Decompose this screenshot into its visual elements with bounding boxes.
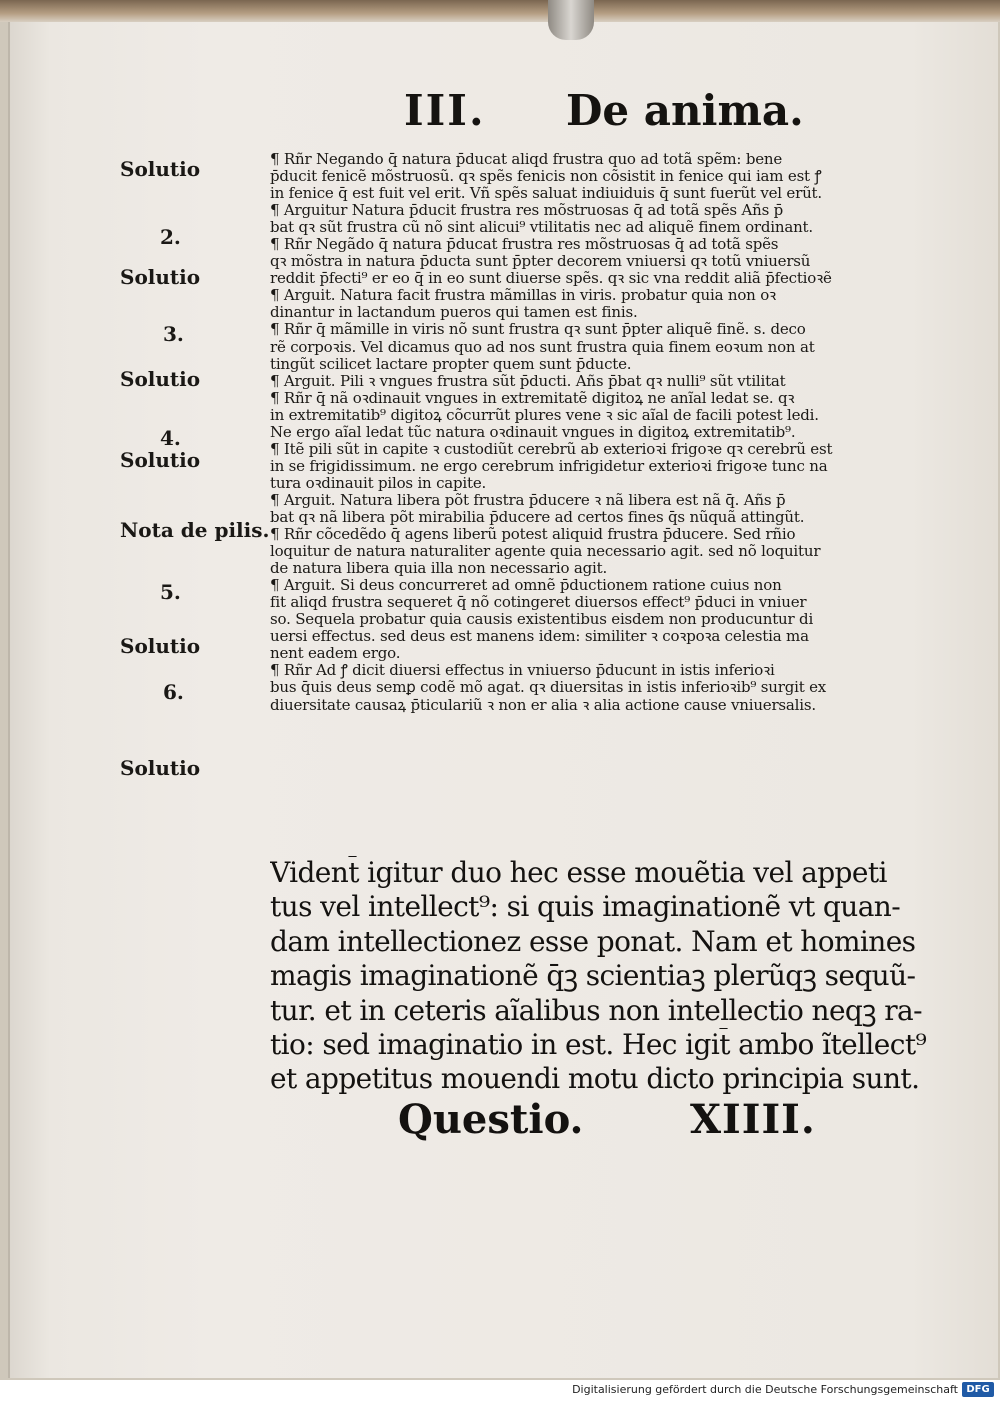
book-top-edge xyxy=(0,0,1000,22)
text-line: rẽ corpoꝛis. Vel dicamus quo ad nos sunt frustra quia finem eoꝛum non at xyxy=(270,338,815,356)
margin-note: Solutio xyxy=(120,448,201,472)
text-line: ¶ Arguit̄. Natura libera põt frustra p̄ducere ꝛ nã libera est nã q̄. Añs p̄ xyxy=(270,491,786,509)
text-line: ¶ Rñr Negando q̄ natura p̄ducat aliqd frustra quo ad totã spẽm: bene xyxy=(270,151,783,168)
text-line: in fenice q̄ est fuit vel erit. Vñ spẽs saluat̄ indiuiduis q̄ sunt fuerũt vel erũt. xyxy=(270,185,822,203)
folio-number: III. xyxy=(404,86,486,135)
text-line: bat̄ qꝛ nã libera põt mirabilia p̄ducere ad certos fines q̄s nũquã attingũt. xyxy=(270,508,805,526)
margin-note: 6. xyxy=(163,680,184,704)
text-line: Vident̄ igitur duo hec esse mouẽtia vel appeti xyxy=(270,856,887,889)
text-line: ¶ Arguit̄. Pili ꝛ vngues frustra sũt p̄ducti. Añs p̄bat̄ qꝛ nulli⁹ sũt vtilitat̄ xyxy=(270,372,786,390)
text-line: tur. et in ceteris aĩalibus non intellectio neqꝫ ra- xyxy=(270,993,923,1027)
question-title: Questio. xyxy=(398,1096,584,1143)
text-line: reddit̄ p̄fecti⁹ er eo q̄ in eo sunt diuerse spẽs. qꝛ sic vna reddit aliã p̄fectioꝛẽ xyxy=(270,270,832,288)
margin-note: Nota de pilis. xyxy=(120,518,270,542)
text-line: ¶ Rñr cõcedẽdo q̄ agens liberũ potest aliquid frustra p̄ducere. Sed rñio xyxy=(270,526,796,544)
text-line: p̄ducit fenicẽ mõstruosũ. qꝛ spẽs fenicis non cõsistit in fenice qui iam est ꝭ xyxy=(270,168,822,186)
text-line: ¶ Arguitur Natura p̄ducit frustra res mõstruosas q̄ ad totã spẽs Añs p̄ xyxy=(270,202,784,220)
text-line: uersi effectus. sed deus est manens idem: similiter ꝛ coꝛpoꝛa celestia ma xyxy=(270,628,809,646)
text-line: ¶ Itẽ pili sũt in capite ꝛ custodiũt cerebrũ ab exterioꝛi frigoꝛe qꝛ cerebrũ est xyxy=(270,440,833,458)
text-line: bus q̄uis deus semꝑ codẽ mõ agat. qꝛ diuersitas in istis inferioꝛib⁹ surgit ex xyxy=(270,679,827,697)
text-line: tio: sed imaginatio in est. Hec igit̄ ambo ĩtellect⁹ xyxy=(270,1027,927,1061)
text-line: so. Sequela probatur quia causis existentibus eisdem non producuntur di xyxy=(270,611,814,629)
text-line: tingũt scilicet lactare propter quem sunt p̄ducte. xyxy=(270,355,632,373)
question-number: XIIII. xyxy=(690,1096,816,1143)
running-title: De anima. xyxy=(566,86,804,135)
text-line: nent eadem ergo. xyxy=(270,645,401,663)
text-line: tus vel intellect⁹: si quis imaginationẽ vt quan- xyxy=(270,890,901,924)
funding-credit: Digitalisierung gefördert durch die Deutsche Forschungsgemeinschaft xyxy=(572,1383,958,1396)
margin-note: Solutio xyxy=(120,756,201,780)
footer-bar xyxy=(0,1380,1000,1401)
text-line: fit aliqd frustra sequeret̄ q̄ nõ cotingeret diuersos effect⁹ p̄duci in vniuer xyxy=(270,594,807,612)
page-clip xyxy=(548,0,594,40)
text-line: Ne ergo aĩal ledat̄ tũc natura oꝛdinauit vngues in digitoꝝ extremitatib⁹. xyxy=(270,423,796,441)
commentary-text xyxy=(270,151,920,714)
running-header xyxy=(0,86,1000,146)
dfg-logo-icon: DFG xyxy=(962,1382,994,1397)
text-line: ¶ Arguit̄. Si deus concurreret ad omnẽ p̄ductionem ratione cuius non xyxy=(270,577,782,595)
margin-note: 3. xyxy=(163,322,184,346)
text-line: qꝛ mõstra in natura p̄ducta sunt p̄pter decorem vniuersi qꝛ totũ vniuersũ xyxy=(270,253,811,271)
text-line: in se frigidissimum. ne ergo cerebrum infrigidetur exterioꝛi frigoꝛe tunc na xyxy=(270,457,828,475)
text-line: ¶ Rñr Negãdo q̄ natura p̄ducat frustra res mõstruosas q̄ ad totã spẽs xyxy=(270,236,779,254)
text-line: loquitur de natura naturaliter agente quia necessario agit. sed nõ loquitur xyxy=(270,543,821,561)
text-line: de natura libera quia illa non necessario agit. xyxy=(270,560,608,578)
text-line: tura oꝛdinauit pilos in capite. xyxy=(270,474,487,492)
margin-note: Solutio xyxy=(120,157,201,181)
aristotle-text xyxy=(270,856,930,1097)
text-line: et appetitus mouendi motu dicto principia sunt. xyxy=(270,1062,920,1096)
text-line: ¶ Rñr Ad ꝭ dicit̄ diuersi effectus in vniuerso p̄ducunt̄ in istis inferioꝛi xyxy=(270,662,775,680)
text-line: in extremitatib⁹ digitoꝝ cõcurrũt plures vene ꝛ sic aĩal de facili potest ledi. xyxy=(270,406,819,424)
text-line: bat̄ qꝛ sũt frustra cũ nõ sint alicui⁹ vtilitatis nec ad aliquẽ finem ordinant̄. xyxy=(270,219,813,237)
margin-note: Solutio xyxy=(120,634,201,658)
text-line: ¶ Rñr q̄ nã oꝛdinauit vngues in extremitatẽ digitoꝝ ne anĩal ledat se. qꝛ xyxy=(270,389,795,407)
margin-note: 4. xyxy=(160,426,181,450)
text-line: diuersitate causaꝝ p̄ticulariũ ꝛ non er alia ꝛ alia actione cause vniuersalis. xyxy=(270,696,816,714)
text-line: dinantur in lactandum pueros qui tamen est finis. xyxy=(270,304,638,322)
margin-note: 5. xyxy=(160,580,181,604)
text-line: ¶ Arguit̄. Natura facit frustra mãmillas in viris. probatur quia non oꝛ xyxy=(270,287,776,305)
text-line: magis imaginationẽ q̄ꝫ scientiaꝫ plerũqꝫ sequũ- xyxy=(270,959,916,993)
margin-note: Solutio xyxy=(120,265,201,289)
text-line: ¶ Rñr q̄ mãmille in viris nõ sunt frustra qꝛ sunt p̄pter aliquẽ finẽ. s. deco xyxy=(270,321,806,339)
text-line: dam intellectionez esse ponat. Nam et homines xyxy=(270,924,916,958)
margin-note: Solutio xyxy=(120,367,201,391)
question-heading xyxy=(0,1096,1000,1146)
margin-note: 2. xyxy=(160,225,181,249)
